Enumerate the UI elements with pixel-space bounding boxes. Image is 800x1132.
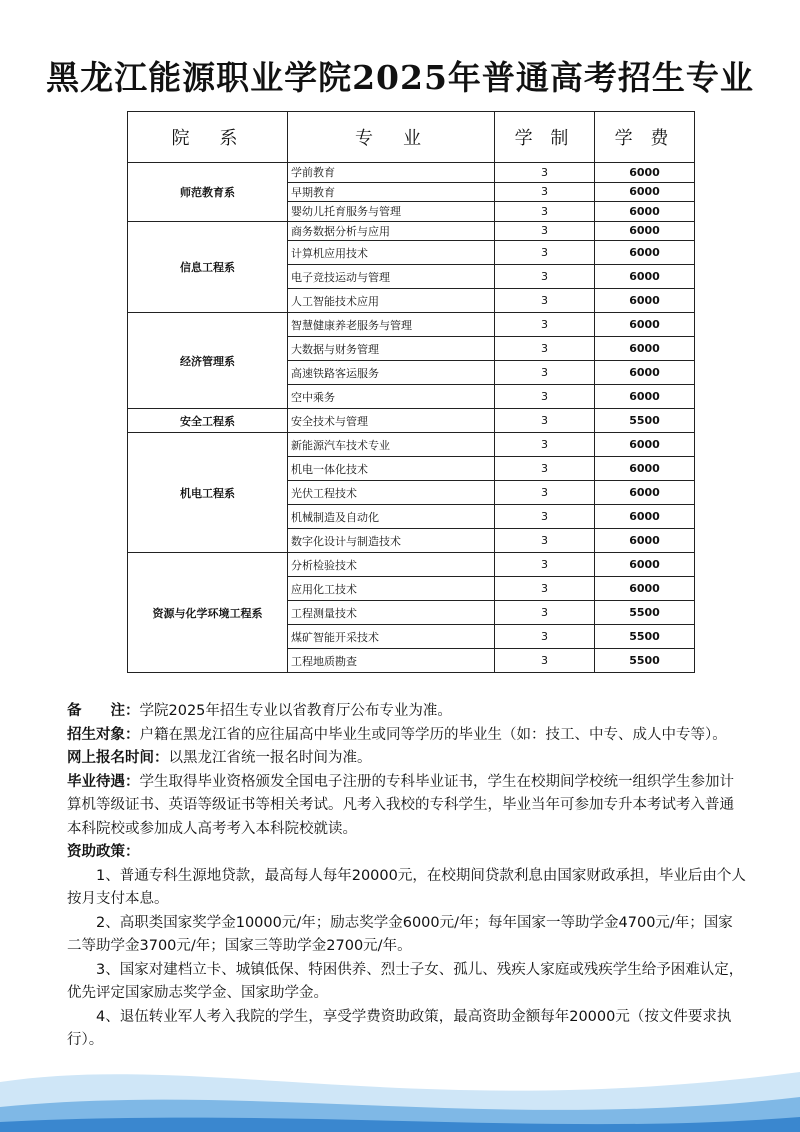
header-major: 专 业 [288, 112, 495, 163]
dept-cell: 经济管理系 [128, 313, 288, 409]
fee-cell: 6000 [595, 163, 695, 183]
years-cell: 3 [495, 361, 595, 385]
fee-cell: 5500 [595, 649, 695, 673]
aid-item: 2、高职类国家奖学金10000元/年；励志奖学金6000元/年；每年国家一等助学金4700元/年；国家二等助学金3700元/年；国家三等助学金2700元/年。 [67, 914, 733, 954]
table-row [128, 313, 695, 337]
years-cell: 3 [495, 202, 595, 222]
note-aid [67, 841, 747, 865]
major-cell: 高速铁路客运服务 [288, 361, 495, 385]
note-target [67, 724, 747, 748]
table-body [128, 163, 695, 673]
major-cell: 大数据与财务管理 [288, 337, 495, 361]
page-title: 黑龙江能源职业学院2025年普通高考招生专业 [46, 58, 754, 97]
major-cell: 光伏工程技术 [288, 481, 495, 505]
years-cell: 3 [495, 289, 595, 313]
major-cell: 分析检验技术 [288, 553, 495, 577]
major-cell: 安全技术与管理 [288, 409, 495, 433]
fee-cell: 6000 [595, 433, 695, 457]
dept-cell: 机电工程系 [128, 433, 288, 553]
header-fee: 学 费 [595, 112, 695, 163]
years-cell: 3 [495, 313, 595, 337]
years-cell: 3 [495, 649, 595, 673]
major-cell: 工程地质勘查 [288, 649, 495, 673]
note-remark-label: 备 注： [67, 703, 140, 719]
fee-cell: 6000 [595, 289, 695, 313]
dept-cell: 安全工程系 [128, 409, 288, 433]
years-cell: 3 [495, 337, 595, 361]
note-aid-label: 资助政策： [67, 844, 140, 860]
major-cell: 应用化工技术 [288, 577, 495, 601]
header-years: 学 制 [495, 112, 595, 163]
major-cell: 智慧健康养老服务与管理 [288, 313, 495, 337]
note-target-label: 招生对象： [67, 726, 140, 743]
major-cell: 婴幼儿托育服务与管理 [288, 202, 495, 222]
note-grad-label: 毕业待遇： [67, 773, 140, 790]
major-cell: 新能源汽车技术专业 [288, 433, 495, 457]
table-row [128, 553, 695, 577]
fee-cell: 6000 [595, 221, 695, 241]
major-cell: 计算机应用技术 [288, 241, 495, 265]
dept-cell: 师范教育系 [128, 163, 288, 222]
aid-item: 3、国家对建档立卡、城镇低保、特困供养、烈士子女、孤儿、残疾人家庭或残疾学生给予困难认定，优先评定国家励志奖学金、国家助学金。 [67, 961, 744, 1001]
fee-cell: 6000 [595, 481, 695, 505]
header-dept: 院 系 [128, 112, 288, 163]
note-grad [67, 771, 747, 842]
majors-table [127, 111, 695, 673]
dept-cell: 信息工程系 [128, 221, 288, 313]
fee-cell: 6000 [595, 385, 695, 409]
years-cell: 3 [495, 577, 595, 601]
years-cell: 3 [495, 553, 595, 577]
fee-cell: 6000 [595, 265, 695, 289]
years-cell: 3 [495, 221, 595, 241]
notes-section [67, 700, 747, 1053]
major-cell: 工程测量技术 [288, 601, 495, 625]
years-cell: 3 [495, 265, 595, 289]
fee-cell: 6000 [595, 457, 695, 481]
major-cell: 数字化设计与制造技术 [288, 529, 495, 553]
fee-cell: 5500 [595, 625, 695, 649]
note-remark [67, 700, 747, 724]
note-grad-text: 学生取得毕业资格颁发全国电子注册的专科毕业证书，学生在校期间学校统一组织学生参加计算机等级证书、英语等级证书等相关考试。凡考入我校的专科学生，毕业当年可参加专升本考试考入普通本科院校或参加成人高考考入本科院校就读。 [67, 773, 734, 837]
major-cell: 商务数据分析与应用 [288, 221, 495, 241]
fee-cell: 6000 [595, 241, 695, 265]
fee-cell: 6000 [595, 337, 695, 361]
fee-cell: 6000 [595, 313, 695, 337]
major-cell: 电子竞技运动与管理 [288, 265, 495, 289]
years-cell: 3 [495, 385, 595, 409]
fee-cell: 6000 [595, 182, 695, 202]
years-cell: 3 [495, 433, 595, 457]
note-online-label: 网上报名时间： [67, 750, 169, 766]
years-cell: 3 [495, 182, 595, 202]
note-online [67, 747, 747, 771]
table-row [128, 409, 695, 433]
years-cell: 3 [495, 529, 595, 553]
table-row [128, 433, 695, 457]
fee-cell: 6000 [595, 553, 695, 577]
major-cell: 机电一体化技术 [288, 457, 495, 481]
years-cell: 3 [495, 505, 595, 529]
major-cell: 煤矿智能开采技术 [288, 625, 495, 649]
fee-cell: 6000 [595, 505, 695, 529]
years-cell: 3 [495, 601, 595, 625]
note-remark-text: 学院2025年招生专业以省教育厅公布专业为准。 [139, 703, 452, 719]
major-cell: 早期教育 [288, 182, 495, 202]
years-cell: 3 [495, 457, 595, 481]
aid-item: 4、退伍转业军人考入我院的学生，享受学费资助政策，最高资助金额每年20000元（按文件要求执行）。 [67, 1008, 732, 1048]
table-header-row [128, 112, 695, 163]
major-cell: 空中乘务 [288, 385, 495, 409]
fee-cell: 5500 [595, 601, 695, 625]
major-cell: 机械制造及自动化 [288, 505, 495, 529]
fee-cell: 6000 [595, 577, 695, 601]
fee-cell: 6000 [595, 529, 695, 553]
years-cell: 3 [495, 409, 595, 433]
major-cell: 人工智能技术应用 [288, 289, 495, 313]
fee-cell: 6000 [595, 361, 695, 385]
fee-cell: 5500 [595, 409, 695, 433]
years-cell: 3 [495, 241, 595, 265]
years-cell: 3 [495, 163, 595, 183]
aid-item: 1、普通专科生源地贷款，最高每人每年20000元，在校期间贷款利息由国家财政承担，毕业后由个人按月支付本息。 [67, 867, 746, 907]
major-cell: 学前教育 [288, 163, 495, 183]
note-target-text: 户籍在黑龙江省的应往届高中毕业生或同等学历的毕业生（如：技工、中专、成人中专等）。 [139, 726, 727, 743]
years-cell: 3 [495, 625, 595, 649]
fee-cell: 6000 [595, 202, 695, 222]
note-online-text: 以黑龙江省统一报名时间为准。 [168, 750, 372, 766]
table-row [128, 163, 695, 183]
years-cell: 3 [495, 481, 595, 505]
table-row [128, 221, 695, 241]
dept-cell: 资源与化学环境工程系 [128, 553, 288, 673]
